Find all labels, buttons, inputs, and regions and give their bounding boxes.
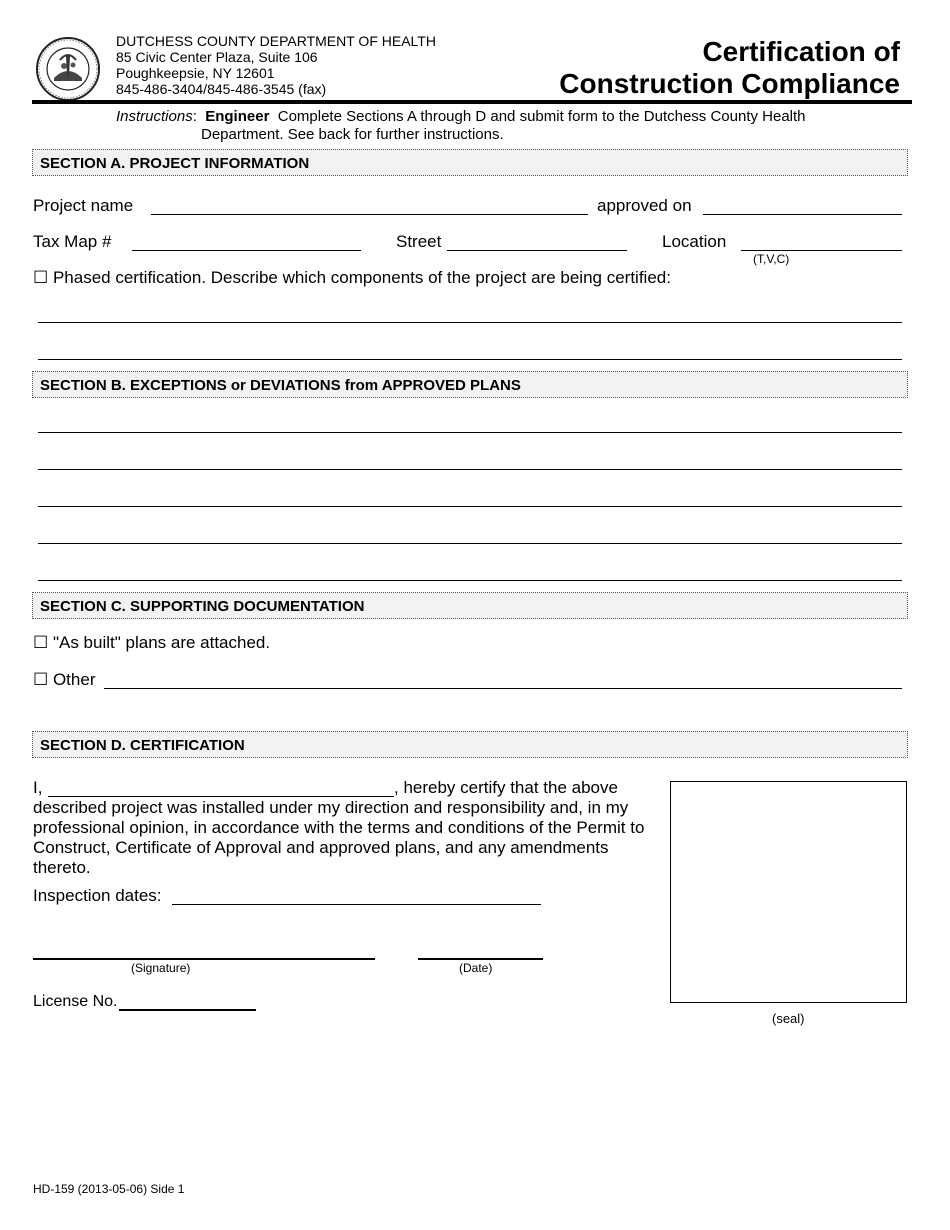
exceptions-line[interactable] (38, 580, 902, 581)
form-title (559, 36, 900, 100)
phased-certification-checkbox[interactable]: ☐ Phased certification. Describe which components of the project are being certified: (33, 268, 671, 287)
location-field[interactable] (741, 250, 902, 251)
as-built-checkbox[interactable]: ☐ "As built" plans are attached. (33, 633, 271, 652)
section-d-heading: SECTION D. CERTIFICATION (32, 731, 908, 758)
org-name: DUTCHESS COUNTY DEPARTMENT OF HEALTH (116, 33, 436, 49)
exceptions-line[interactable] (38, 432, 902, 433)
location-hint: (T,V,C) (753, 252, 790, 266)
certify-text-line-3: professional opinion, in accordance with the terms and conditions of the Permit to (33, 818, 645, 837)
inspection-dates-label: Inspection dates: (33, 886, 162, 905)
seal-caption: (seal) (772, 1011, 805, 1026)
signature-caption: (Signature) (131, 961, 191, 975)
location-label: Location (662, 232, 727, 251)
header-rule (32, 100, 912, 104)
tax-map-field[interactable] (132, 250, 361, 251)
street-field[interactable] (447, 250, 627, 251)
instructions-text-2: Department. See back for further instructions. (201, 126, 504, 143)
date-caption: (Date) (459, 961, 493, 975)
instructions-label: Instructions (116, 108, 193, 125)
certify-text-line-2: described project was installed under my direction and responsibility and, in my (33, 798, 629, 817)
exceptions-line[interactable] (38, 506, 902, 507)
phased-description-line[interactable] (38, 322, 902, 323)
instructions: Instructions: Engineer Complete Sections A through D and submit form to the Dutchess County Health Department. See back for further instructions. (116, 108, 876, 144)
phased-description-line[interactable] (38, 359, 902, 360)
section-a-heading: SECTION A. PROJECT INFORMATION (32, 149, 908, 176)
tax-map-label: Tax Map # (33, 232, 112, 251)
project-name-field[interactable] (151, 214, 588, 215)
title-line-1: Certification of (702, 36, 900, 67)
certification-statement (33, 798, 663, 878)
signature-field[interactable] (33, 958, 375, 960)
seal-box (670, 781, 907, 1003)
certify-text-line-4: Construct, Certificate of Approval and approved plans, and any amendments (33, 838, 609, 857)
county-seal-logo (34, 36, 102, 102)
form-id-footer: HD-159 (2013-05-06) Side 1 (33, 1182, 185, 1196)
certifier-name-field[interactable] (48, 796, 394, 797)
other-description-field[interactable] (104, 688, 902, 689)
approved-on-label: approved on (597, 196, 692, 215)
other-checkbox[interactable]: ☐ Other (33, 670, 96, 689)
approved-on-field[interactable] (703, 214, 902, 215)
title-line-2: Construction Compliance (559, 68, 900, 99)
instructions-role: Engineer (205, 108, 270, 125)
exceptions-line[interactable] (38, 543, 902, 544)
address-line-1: 85 Civic Center Plaza, Suite 106 (116, 49, 318, 65)
certify-text-line-5: thereto. (33, 858, 91, 877)
department-address-block (116, 33, 436, 97)
license-label: License No. (33, 993, 118, 1010)
license-field[interactable] (119, 1009, 256, 1011)
exceptions-line[interactable] (38, 469, 902, 470)
section-b-heading: SECTION B. EXCEPTIONS or DEVIATIONS from APPROVED PLANS (32, 371, 908, 398)
certify-text-line-1: , hereby certify that the above (394, 778, 618, 797)
project-name-label: Project name (33, 196, 134, 215)
inspection-dates-field[interactable] (172, 904, 541, 905)
section-c-heading: SECTION C. SUPPORTING DOCUMENTATION (32, 592, 908, 619)
certifier-prefix: I, (33, 778, 43, 797)
phone-fax: 845-486-3404/845-486-3545 (fax) (116, 81, 327, 97)
address-line-2: Poughkeepsie, NY 12601 (116, 65, 275, 81)
street-label: Street (396, 232, 442, 251)
date-field[interactable] (418, 958, 543, 960)
instructions-text-1: Complete Sections A through D and submit form to the Dutchess County Health (277, 108, 806, 125)
